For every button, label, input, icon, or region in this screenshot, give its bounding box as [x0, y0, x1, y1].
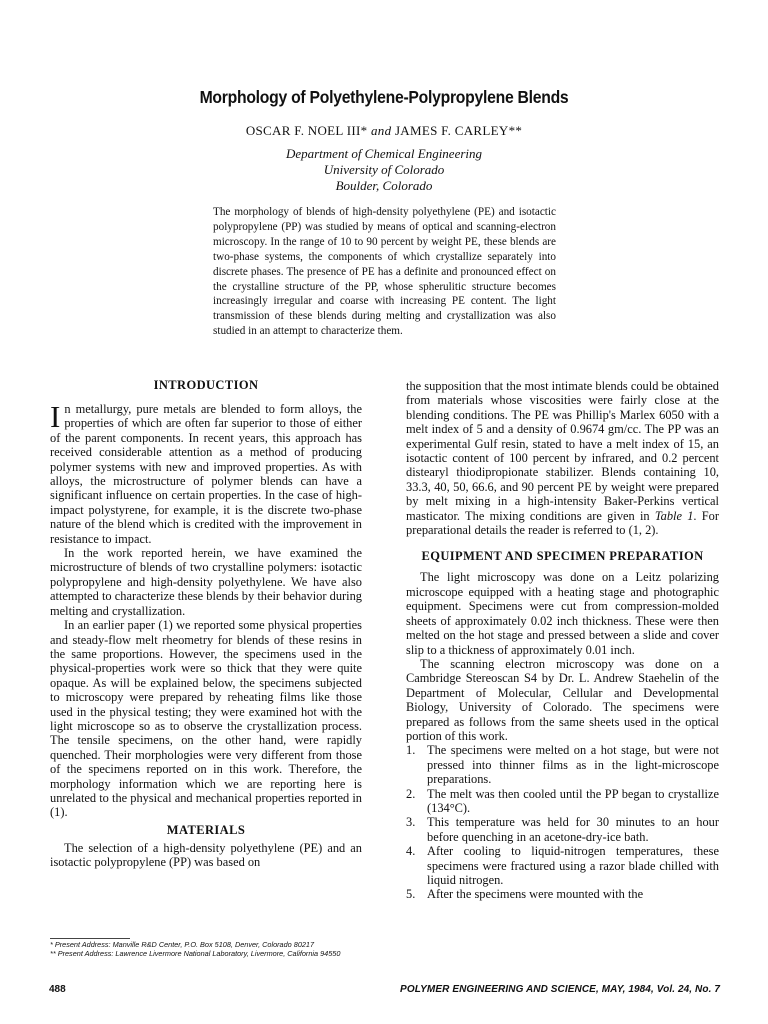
- materials-paragraph-1: The selection of a high-density polyethylene (PE) and an isotactic polypropylene (PP) was based on: [50, 840, 362, 870]
- step-text: The melt was then cooled until the PP began to crystallize (134°C).: [427, 786, 719, 815]
- step-number: 2.: [406, 786, 416, 801]
- author-line: [0, 123, 768, 139]
- affiliation: [0, 146, 768, 194]
- footnote-2: ** Present Address: Lawrence Livermore National Laboratory, Livermore, California 94550: [50, 948, 341, 958]
- materials-paragraph-2: [406, 379, 719, 537]
- step-number: 5.: [406, 887, 416, 902]
- list-item: [406, 887, 719, 901]
- step-number: 1.: [406, 743, 416, 758]
- step-text: After the specimens were mounted with the: [427, 887, 644, 902]
- list-item: [406, 844, 719, 887]
- author-conjunction: and: [370, 123, 392, 138]
- preparation-steps: [406, 743, 719, 901]
- page-number: 488: [49, 984, 66, 995]
- author-carley: JAMES F. CARLEY**: [394, 123, 523, 138]
- list-item: [406, 787, 719, 816]
- footnote-rule: [50, 938, 130, 939]
- left-column: [50, 378, 362, 870]
- equipment-paragraph-1: The light microscopy was done on a Leitz polarizing microscope equipped with a heating stage and photographic equipment. Specimens were cut from compression-molded sheets of approximately 0.02 inch thickness. These were then melted on the hot stage and pressed between a slide and cover slip to a thickness of approximately 0.01 inch.: [406, 570, 719, 657]
- affiliation-city: Boulder, Colorado: [335, 178, 433, 193]
- materials-paragraph-2-text: the supposition that the most intimate blends could be obtained from materials whose viscosities were fairly close at the blending conditions. The PE was Phillip's Marlex 6050 with a melt index of 5 and a density of 0.9674 gm/cc. The PP was an experimental Gulf resin, stated to have a melt index of 15, an isotactic content of 100 percent by infrared, and 0.2 percent distearyl thiodipropionate stabilizer. Blends containing 10, 33.3, 40, 50, 66.6, and 90 percent PE by weight were prepared by melt mixing in a high-intensity Baker-Perkins vertical masticator. The mixing conditions are given in: [406, 379, 719, 523]
- footnote-1: * Present Address: Manville R&D Center, P.O. Box 5108, Denver, Colorado 80217: [50, 940, 315, 949]
- intro-paragraph-1: [50, 399, 362, 546]
- step-text: After cooling to liquid-nitrogen temperatures, these specimens were fractured using a razor blade chilled with liquid nitrogen.: [427, 844, 719, 887]
- list-item: [406, 815, 719, 844]
- affiliation-university: University of Colorado: [323, 162, 445, 177]
- abstract: The morphology of blends of high-density polyethylene (PE) and isotactic polypropylene (PP) was studied by means of optical and scanning-electron microscopy. In the range of 10 to 90 percent by weight PE, these blends are two-phase systems, the components of which crystallize separately into discrete phases. The presence of PE has a definite and pronounced effect on the crystalline structure of the PP, whose spherulitic structure becomes increasingly irregular and coarse with increasing PE content. The light transmission of these blends during melting and crystallization was also studied in an attempt to characterize them.: [213, 206, 556, 338]
- intro-paragraph-3: In an earlier paper (1) we reported some physical properties and steady-flow melt rheometry for blends of these resins in the same proportions. However, the specimens used in the physical-properties work were so thick that they were quite opaque. As will be explained below, the specimens subjected to microscopy were prepared by reheating films like those used in the physical testing; they were examined hot with the light microscope so as to observe the crystallization process. The tensile specimens, on the other hand, were rapidly quenched. Their morphologies were very different from those of the specimens reported on in this work. Therefore, the morphology information which we are reporting here is unrelated to the physical and mechanical properties reported in (1).: [50, 618, 362, 820]
- step-number: 4.: [406, 844, 416, 859]
- paper-title: Morphology of Polyethylene-Polypropylene Blends: [199, 87, 569, 107]
- intro-paragraph-2: In the work reported herein, we have examined the microstructure of blends of two crystalline polymers: isotactic polypropylene and high-density polyethylene. We have also attempted to characterize these blends by their behavior during melting and crystallization.: [50, 546, 362, 618]
- table-reference: Table 1: [654, 508, 694, 523]
- list-item: [406, 743, 719, 786]
- step-text: This temperature was held for 30 minutes to an hour before quenching in an acetone-dry-ice bath.: [427, 815, 719, 844]
- equipment-paragraph-2: The scanning electron microscopy was done on a Cambridge Stereoscan S4 by Dr. L. Andrew Staehelin of the Department of Molecular, Cellular and Developmental Biology, University of Colorado. The specimens were prepared as follows from the same sheets used in the optical portion of this work.: [406, 656, 719, 743]
- materials-heading: MATERIALS: [166, 822, 246, 837]
- drop-cap: I: [50, 399, 61, 434]
- materials-paragraph-2-end: . For preparational details the reader is referred to (1, 2).: [406, 508, 719, 538]
- step-number: 3.: [406, 815, 416, 830]
- author-noel: OSCAR F. NOEL III*: [245, 123, 368, 138]
- affiliation-department: Department of Chemical Engineering: [285, 146, 483, 161]
- right-column: [406, 379, 719, 902]
- footnotes: [50, 941, 362, 958]
- journal-citation: POLYMER ENGINEERING AND SCIENCE, MAY, 1984, Vol. 24, No. 7: [400, 984, 720, 995]
- equipment-heading: EQUIPMENT AND SPECIMEN PREPARATION: [421, 549, 704, 564]
- intro-paragraph-1-text: n metallurgy, pure metals are blended to form alloys, the properties of which are often far superior to those of either of the parent components. In recent years, this approach has received considerable attention as a method of producing polymer systems with new and improved properties. As with alloys, the microstructure of polymer blends can have a significant influence on certain properties. In the case of high-impact polystyrene, for example, it is the discrete two-phase nature of the blend which is credited with the improvement in resistance to impact.: [50, 402, 362, 546]
- step-text: The specimens were melted on a hot stage, but were not pressed into thinner films as in the light-microscope preparations.: [427, 743, 719, 787]
- introduction-heading: INTRODUCTION: [153, 378, 259, 392]
